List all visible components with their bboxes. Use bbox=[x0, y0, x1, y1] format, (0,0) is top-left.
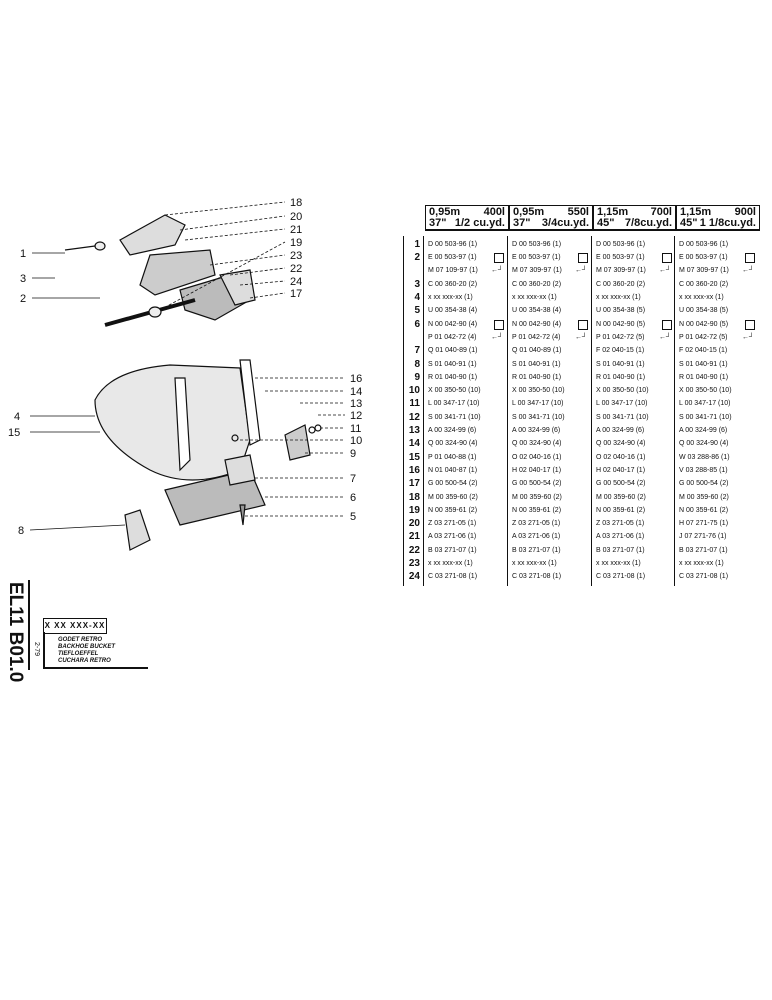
part-number-cell: U 00 354-38 (5) bbox=[596, 307, 646, 315]
title-fr: GODET RETRO bbox=[58, 637, 103, 643]
assembly-icon bbox=[578, 320, 588, 330]
part-number-cell: Q 00 324-90 (4) bbox=[679, 440, 729, 448]
part-number-cell: N 00 042-90 (4) bbox=[512, 320, 562, 328]
part-number-cell: x xx xxx-xx (1) bbox=[596, 560, 641, 567]
part-number-cell: B 03 271-07 (1) bbox=[679, 546, 728, 554]
bucket-drawing bbox=[65, 215, 321, 550]
assembly-icon bbox=[662, 253, 672, 263]
title-es: CUCHARA RETRO bbox=[58, 658, 111, 664]
part-number-cell: F 02 040-15 (1) bbox=[596, 347, 645, 355]
part-number-cell: C 03 271-08 (1) bbox=[596, 573, 646, 581]
arrow-icon: ←┘ bbox=[742, 333, 754, 341]
catalog-code: EL11 B01.0 bbox=[5, 582, 26, 683]
callout-15: 15 bbox=[8, 427, 21, 439]
part-number-cell: L 00 347-17 (10) bbox=[679, 400, 731, 408]
header-text: 0,95m bbox=[513, 206, 545, 218]
column-header bbox=[676, 205, 760, 231]
callout-5: 5 bbox=[350, 511, 357, 523]
part-number-cell: H 07 271-75 (1) bbox=[679, 520, 729, 528]
arrow-icon: ←┘ bbox=[575, 333, 587, 341]
item-number: 24 bbox=[408, 571, 420, 583]
alt-part-number-cell: P 01 042-72 (4) bbox=[512, 333, 561, 341]
alt-part-number-cell: P 01 042-72 (4) bbox=[428, 333, 477, 341]
header-text: 7/8cu.yd. bbox=[624, 217, 672, 229]
part-number-cell: Q 00 324-90 (4) bbox=[596, 440, 646, 448]
part-number-cell: X 00 350-50 (10) bbox=[512, 387, 565, 395]
part-number-cell: x xx xxx-xx (1) bbox=[596, 294, 641, 302]
part-number-cell: S 00 341-71 (10) bbox=[428, 413, 481, 421]
item-number: 12 bbox=[408, 411, 420, 423]
part-number-cell: N 01 040-87 (1) bbox=[428, 466, 478, 474]
alt-part-number-cell: P 01 042-72 (5) bbox=[679, 333, 728, 341]
part-number-cell: A 00 324-99 (6) bbox=[596, 427, 645, 434]
part-number-cell: E 00 503-97 (1) bbox=[679, 254, 728, 262]
assembly-icon bbox=[745, 253, 755, 263]
part-number-cell: S 00 341-71 (10) bbox=[512, 413, 565, 421]
callout-3: 3 bbox=[20, 273, 27, 285]
part-number-cell: L 00 347-17 (10) bbox=[512, 400, 564, 408]
exploded-parts-diagram bbox=[0, 0, 400, 580]
part-number-cell: E 00 503-97 (1) bbox=[512, 254, 561, 262]
part-number-cell: N 00 359-61 (2) bbox=[512, 506, 562, 514]
assembly-icon bbox=[578, 253, 588, 263]
divider bbox=[591, 236, 592, 586]
title-en: BACKHOE BUCKET bbox=[58, 644, 115, 650]
column-header bbox=[593, 205, 676, 231]
item-number: 8 bbox=[414, 358, 420, 370]
part-number-cell: N 00 359-61 (2) bbox=[596, 506, 646, 514]
callout-9: 9 bbox=[350, 448, 357, 460]
callout-18: 18 bbox=[290, 197, 303, 209]
part-number-cell: M 00 359-60 (2) bbox=[679, 493, 729, 501]
part-number-cell: C 00 360-20 (2) bbox=[512, 280, 562, 288]
part-number-cell: Q 00 324-90 (4) bbox=[512, 440, 562, 448]
part-number-cell: N 00 359-61 (2) bbox=[679, 506, 729, 514]
part-number-cell: S 01 040-91 (1) bbox=[428, 360, 477, 368]
callout-6: 6 bbox=[350, 492, 357, 504]
callout-7: 7 bbox=[350, 473, 357, 485]
part-number-cell: W 03 288-86 (1) bbox=[679, 453, 730, 461]
part-number-cell: H 02 040-17 (1) bbox=[512, 466, 562, 474]
part-number-cell: L 00 347-17 (10) bbox=[596, 400, 648, 408]
part-number-cell: U 00 354-38 (4) bbox=[428, 307, 478, 315]
alt-part-number-cell: M 07 309-97 (1) bbox=[679, 267, 729, 275]
part-number-cell: A 00 324-99 (6) bbox=[512, 427, 561, 434]
part-number-cell: J 07 271-76 (1) bbox=[679, 533, 727, 541]
part-number-cell: X 00 350-50 (10) bbox=[679, 387, 732, 395]
header-text: 1,15m bbox=[680, 206, 712, 218]
part-number-cell: X 00 350-50 (10) bbox=[596, 387, 649, 395]
item-number: 19 bbox=[408, 504, 420, 516]
callout-22: 22 bbox=[290, 263, 303, 275]
assembly-icon bbox=[745, 320, 755, 330]
part-number-cell: O 02 040-16 (1) bbox=[596, 453, 646, 461]
part-number-cell: x xx xxx-xx (1) bbox=[512, 560, 557, 567]
part-number-cell: G 00 500-54 (2) bbox=[679, 480, 729, 488]
arrow-icon: ←┘ bbox=[491, 333, 503, 341]
item-number: 11 bbox=[409, 398, 420, 410]
item-number: 17 bbox=[408, 478, 420, 490]
item-number: 22 bbox=[408, 544, 420, 556]
arrow-icon: ←┘ bbox=[659, 267, 671, 275]
divider bbox=[43, 632, 45, 668]
part-number-cell: C 00 360-20 (2) bbox=[596, 280, 646, 288]
assembly-icon bbox=[662, 320, 672, 330]
assembly-icon bbox=[494, 253, 504, 263]
item-number: 14 bbox=[408, 438, 420, 450]
part-number-cell: Q 01 040-89 (1) bbox=[512, 347, 562, 355]
divider bbox=[507, 236, 508, 586]
callout-14: 14 bbox=[350, 386, 363, 398]
catalog-date: 2-79 bbox=[33, 642, 40, 657]
item-number: 20 bbox=[408, 518, 420, 530]
part-number-cell: S 00 341-71 (10) bbox=[679, 413, 732, 421]
part-number-cell: B 03 271-07 (1) bbox=[512, 546, 561, 554]
alt-part-number-cell: M 07 309-97 (1) bbox=[512, 267, 562, 275]
part-number-cell: C 00 360-20 (2) bbox=[679, 280, 729, 288]
item-number: 18 bbox=[408, 491, 420, 503]
callout-24: 24 bbox=[290, 276, 303, 288]
callout-10: 10 bbox=[350, 435, 363, 447]
header-text: 400l bbox=[483, 206, 505, 218]
part-number-cell: N 00 042-90 (5) bbox=[596, 320, 646, 328]
part-number-cell: Z 03 271-05 (1) bbox=[596, 520, 645, 528]
callout-17: 17 bbox=[290, 288, 303, 300]
callout-16: 16 bbox=[350, 373, 363, 385]
header-text: 3/4cu.yd. bbox=[541, 217, 589, 229]
item-number: 2 bbox=[414, 252, 420, 264]
item-number: 21 bbox=[408, 531, 420, 543]
part-number-cell: L 00 347-17 (10) bbox=[428, 400, 480, 408]
column-header bbox=[509, 205, 593, 231]
part-number-cell: M 00 359-60 (2) bbox=[512, 493, 562, 501]
part-number-cell: x xx xxx-xx (1) bbox=[512, 294, 557, 302]
callout-12: 12 bbox=[350, 410, 363, 422]
part-number-cell: S 01 040-91 (1) bbox=[512, 360, 561, 368]
part-number-cell: B 03 271-07 (1) bbox=[428, 546, 477, 554]
part-number-cell: G 00 500-54 (2) bbox=[428, 480, 478, 488]
divider bbox=[674, 236, 675, 586]
part-number-cell: C 03 271-08 (1) bbox=[428, 573, 478, 581]
item-number: 6 bbox=[414, 318, 420, 330]
part-number-cell: A 03 271-06 (1) bbox=[596, 533, 645, 541]
part-number-cell: V 03 288-85 (1) bbox=[679, 466, 728, 474]
part-number-cell: A 03 271-06 (1) bbox=[512, 533, 561, 541]
item-number: 5 bbox=[414, 305, 420, 317]
divider bbox=[43, 667, 148, 669]
header-text: 45" bbox=[597, 217, 615, 229]
divider bbox=[28, 580, 30, 670]
part-number-cell: D 00 503-96 (1) bbox=[428, 241, 478, 248]
part-number-cell: A 00 324-99 (6) bbox=[428, 427, 477, 434]
item-number: 15 bbox=[408, 451, 420, 463]
arrow-icon: ←┘ bbox=[742, 267, 754, 275]
part-number-cell: R 01 040-90 (1) bbox=[679, 373, 729, 381]
callout-2: 2 bbox=[20, 293, 27, 305]
part-number-cell: H 02 040-17 (1) bbox=[596, 466, 646, 474]
part-number-cell: N 00 042-90 (4) bbox=[428, 320, 478, 328]
arrow-icon: ←┘ bbox=[575, 267, 587, 275]
part-number-cell: C 03 271-08 (1) bbox=[512, 573, 562, 581]
callout-8: 8 bbox=[18, 525, 25, 537]
part-number-cell: C 00 360-20 (2) bbox=[428, 280, 478, 288]
item-number: 9 bbox=[414, 371, 420, 383]
part-number-cell: Z 03 271-05 (1) bbox=[512, 520, 561, 528]
header-text: 0,95m bbox=[429, 206, 461, 218]
part-number-cell: R 01 040-90 (1) bbox=[428, 373, 478, 381]
item-number: 1 bbox=[414, 239, 420, 250]
header-text: 45" bbox=[680, 217, 698, 229]
alt-part-number-cell: P 01 042-72 (5) bbox=[596, 333, 645, 341]
part-number-cell: A 00 324-99 (6) bbox=[679, 427, 728, 434]
part-number-cell: B 03 271-07 (1) bbox=[596, 546, 645, 554]
part-number-cell: M 00 359-60 (2) bbox=[596, 493, 646, 501]
item-number: 7 bbox=[414, 345, 420, 357]
part-number-cell: Z 03 271-05 (1) bbox=[428, 520, 477, 528]
table-body bbox=[403, 236, 758, 586]
part-number-cell: U 00 354-38 (5) bbox=[679, 307, 729, 315]
part-number-cell: x xx xxx-xx (1) bbox=[428, 294, 473, 302]
part-number-cell: R 01 040-90 (1) bbox=[512, 373, 562, 381]
header-text: 1,15m bbox=[597, 206, 629, 218]
part-number-cell: x xx xxx-xx (1) bbox=[679, 294, 724, 302]
item-number: 3 bbox=[414, 278, 420, 290]
part-number-cell: Q 01 040-89 (1) bbox=[428, 347, 478, 355]
part-number-cell: P 01 040-88 (1) bbox=[428, 453, 477, 461]
part-number-cell: F 02 040-15 (1) bbox=[679, 347, 728, 355]
alt-part-number-cell: M 07 309-97 (1) bbox=[596, 267, 646, 275]
catalog-stamp bbox=[0, 580, 160, 683]
header-text: 550l bbox=[567, 206, 589, 218]
alt-part-number-cell: M 07 109-97 (1) bbox=[428, 267, 478, 275]
header-text: 1 1/8cu.yd. bbox=[699, 217, 756, 229]
callout-20: 20 bbox=[290, 211, 303, 223]
title-list bbox=[58, 637, 115, 665]
part-number-cell: D 00 503-96 (1) bbox=[596, 241, 646, 248]
part-number-cell: G 00 500-54 (2) bbox=[596, 480, 646, 488]
part-number-cell: S 00 341-71 (10) bbox=[596, 413, 649, 421]
part-number-cell: N 00 359-61 (2) bbox=[428, 506, 478, 514]
callout-23: 23 bbox=[290, 250, 303, 262]
header-text: 1/2 cu.yd. bbox=[454, 217, 505, 229]
divider bbox=[423, 236, 424, 586]
callout-19: 19 bbox=[290, 237, 303, 249]
part-number-cell: D 00 503-96 (1) bbox=[679, 241, 729, 248]
callout-4: 4 bbox=[14, 411, 21, 423]
callout-21: 21 bbox=[290, 224, 303, 236]
part-number-cell: Q 00 324-90 (4) bbox=[428, 440, 478, 448]
header-text: 37" bbox=[429, 217, 447, 229]
part-number-cell: D 00 503-96 (1) bbox=[512, 241, 562, 248]
header-text: 700l bbox=[650, 206, 672, 218]
part-number-cell: R 01 040-90 (1) bbox=[596, 373, 646, 381]
part-number-box: X XX XXX-XX bbox=[43, 618, 107, 634]
header-text: 900l bbox=[734, 206, 756, 218]
item-number: 16 bbox=[408, 464, 420, 476]
part-number-cell: X 00 350-50 (10) bbox=[428, 387, 481, 395]
part-number-cell: S 01 040-91 (1) bbox=[679, 360, 728, 368]
callout-13: 13 bbox=[350, 398, 363, 410]
part-number-cell: A 03 271-06 (1) bbox=[428, 533, 477, 541]
callout-1: 1 bbox=[20, 248, 27, 260]
arrow-icon: ←┘ bbox=[491, 267, 503, 275]
item-number: 10 bbox=[408, 385, 420, 397]
part-number-cell: M 00 359-60 (2) bbox=[428, 493, 478, 501]
part-number-cell: x xx xxx-xx (1) bbox=[679, 560, 724, 567]
item-number: 23 bbox=[408, 558, 420, 569]
arrow-icon: ←┘ bbox=[659, 333, 671, 341]
part-number-cell: C 03 271-08 (1) bbox=[679, 573, 729, 581]
part-number-cell: x xx xxx-xx (1) bbox=[428, 560, 473, 567]
part-number-cell: O 02 040-16 (1) bbox=[512, 453, 562, 461]
header-text: 37" bbox=[513, 217, 531, 229]
part-number-cell: G 00 500-54 (2) bbox=[512, 480, 562, 488]
part-number-cell: U 00 354-38 (4) bbox=[512, 307, 562, 315]
item-number: 13 bbox=[408, 425, 420, 436]
column-header bbox=[425, 205, 509, 231]
item-number: 4 bbox=[414, 292, 420, 304]
title-de: TIEFLOEFFEL bbox=[58, 651, 99, 657]
assembly-icon bbox=[494, 320, 504, 330]
part-number-cell: E 00 503-97 (1) bbox=[428, 254, 477, 262]
part-number-cell: S 01 040-91 (1) bbox=[596, 360, 645, 368]
callout-11: 11 bbox=[350, 423, 362, 435]
part-number-cell: E 00 503-97 (1) bbox=[596, 254, 645, 262]
part-number-cell: N 00 042-90 (5) bbox=[679, 320, 729, 328]
